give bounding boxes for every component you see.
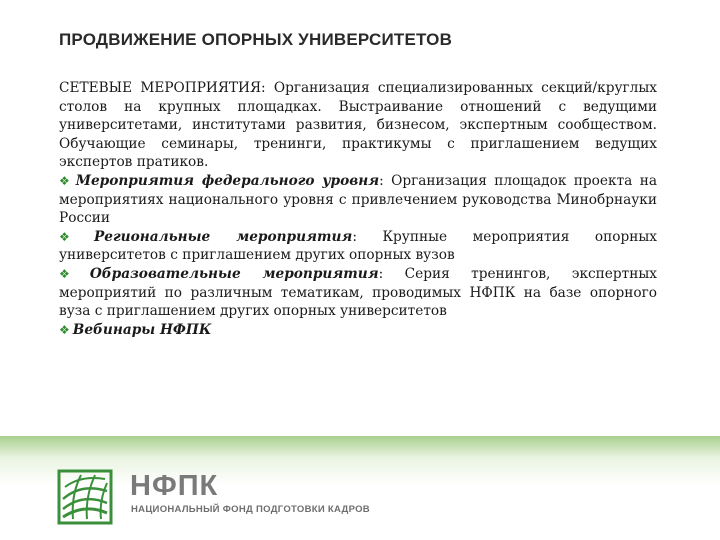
bullet-icon: ❖ bbox=[59, 322, 70, 337]
logo-subtitle: НАЦИОНАЛЬНЫЙ ФОНД ПОДГОТОВКИ КАДРОВ bbox=[131, 504, 370, 515]
intro-text: : Организация специализированных секций/круглых столов на крупных площадках. Выстраивание отношений с ведущими университетами, институтами развития, бизнесом, экспертным сообществом. Обучающие семинары, тренинги, практикумы с приглашением ведущих экспертов пратиков. bbox=[59, 80, 657, 171]
intro-heading: СЕТЕВЫЕ МЕРОПРИЯТИЯ bbox=[59, 80, 262, 96]
slide-body bbox=[59, 79, 657, 339]
item-label: Образовательные мероприятия bbox=[89, 265, 379, 282]
list-item bbox=[59, 228, 657, 265]
bullet-icon: ❖ bbox=[59, 266, 87, 281]
list-item bbox=[59, 321, 657, 340]
list-item bbox=[59, 172, 657, 228]
bullet-icon: ❖ bbox=[59, 229, 91, 244]
logo-name: НФПК bbox=[130, 470, 219, 502]
item-text: : Организация площадок проекта на мероприятиях национального уровня с привлечением руководства Минобрнауки России bbox=[59, 172, 657, 227]
bullet-icon: ❖ bbox=[59, 173, 73, 188]
slide-title: ПРОДВИЖЕНИЕ ОПОРНЫХ УНИВЕРСИТЕТОВ bbox=[59, 30, 453, 49]
item-label: Региональные мероприятия bbox=[93, 228, 353, 245]
item-text: : Серия тренингов, экспертных мероприятий по различным тематикам, проводимых НФПК на базе опорного вуза с приглашением других опорных университетов bbox=[59, 265, 657, 320]
globe-book-icon bbox=[55, 467, 115, 527]
list-item bbox=[59, 265, 657, 321]
item-label: Мероприятия федерального уровня bbox=[75, 172, 380, 189]
intro-paragraph bbox=[59, 79, 657, 172]
item-label: Вебинары НФПК bbox=[72, 321, 212, 338]
item-text: : Крупные мероприятия опорных университетов с приглашением других опорных вузов bbox=[59, 228, 657, 264]
